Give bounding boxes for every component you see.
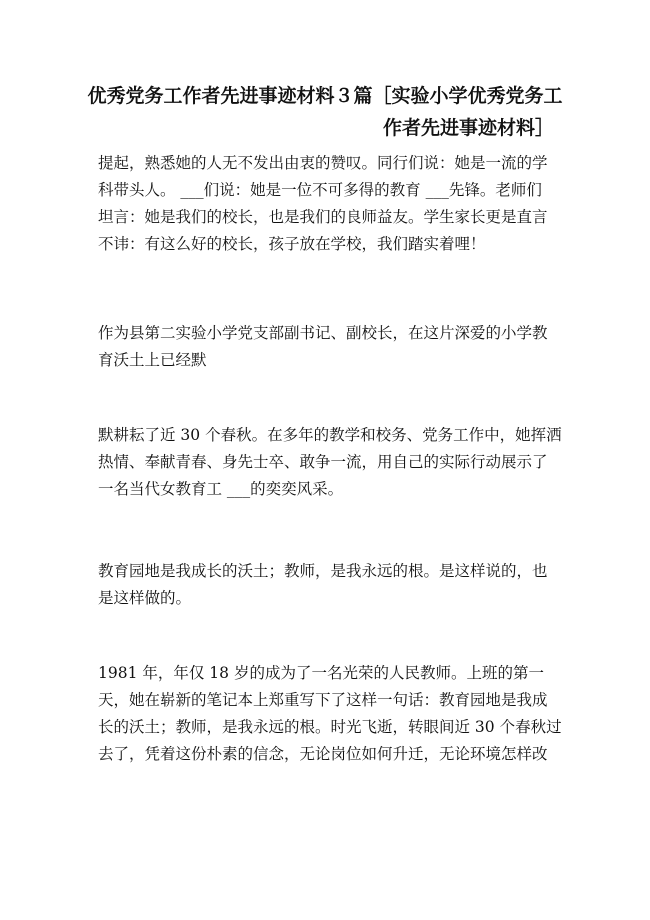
title-line-1: 优秀党务工作者先进事迹材料３篇［实验小学优秀党务工: [87, 85, 563, 107]
paragraph-2-line-1: 作为县第二实验小学党支部副书记、副校长，在这片深爱的小学教: [98, 324, 548, 342]
paragraph-4-line-2: 是这样做的。: [98, 589, 192, 607]
title-line-2: 作者先进事迹材料］: [382, 117, 554, 139]
paragraph-1-line-2: 科带头人。 ___们说：她是一位不可多得的教育 ___先锋。老师们: [98, 181, 542, 199]
paragraph-5-line-2: 天，她在崭新的笔记本上郑重写下了这样一句话：教育园地是我成: [98, 691, 548, 709]
paragraph-3-line-3: 一名当代女教育工 ___的奕奕风采。: [98, 480, 344, 498]
paragraph-1-line-1: 提起，熟悉她的人无不发出由衷的赞叹。同行们说：她是一流的学: [98, 154, 548, 172]
paragraph-3: [98, 422, 562, 503]
paragraph-1: [98, 150, 558, 258]
paragraph-1-line-3: 坦言：她是我们的校长，也是我们的良师益友。学生家长更是直言: [98, 208, 548, 226]
paragraph-3-line-2: 热情、奉献青春、身先士卒、敢争一流，用自己的实际行动展示了: [98, 453, 548, 471]
paragraph-5-line-1: 1981 年，年仅 18 岁的成为了一名光荣的人民教师。上班的第一: [98, 664, 544, 682]
paragraph-3-line-1: 默耕耘了近 30 个春秋。在多年的教学和校务、党务工作中，她挥洒: [98, 426, 562, 444]
paragraph-1-line-4: 不讳：有这么好的校长，孩子放在学校，我们踏实着哩！: [98, 235, 486, 253]
paragraph-2: [98, 320, 558, 374]
paragraph-5-line-4: 去了，凭着这份朴素的信念，无论岗位如何升迁，无论环境怎样改: [98, 745, 548, 763]
paragraph-2-line-2: 育沃土上已经默: [98, 351, 207, 369]
paragraph-5: [98, 660, 562, 768]
paragraph-4-line-1: 教育园地是我成长的沃土；教师，是我永远的根。是这样说的，也: [98, 562, 548, 580]
paragraph-4: [98, 558, 558, 612]
document-title: [86, 80, 564, 144]
paragraph-5-line-3: 长的沃土；教师，是我永远的根。时光飞逝，转眼间近 30 个春秋过: [98, 718, 562, 736]
